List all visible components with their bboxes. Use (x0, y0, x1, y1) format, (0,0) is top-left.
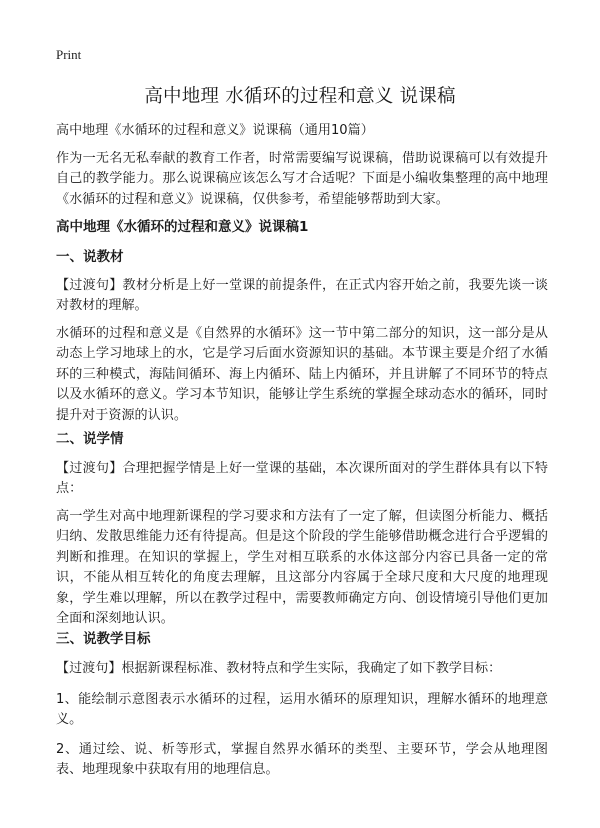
goal-item-2: 2、通过绘、说、析等形式，掌握自然界水循环的类型、主要环节，学会从地理图表、地理现象中获取有用的地理信息。 (56, 742, 548, 778)
section-heading: 高中地理《水循环的过程和意义》说课稿1 (56, 219, 309, 235)
print-label: Print (56, 47, 82, 62)
document-title: 高中地理 水循环的过程和意义 说课稿 (144, 86, 456, 107)
subheading-teaching-material: 一、说教材 (56, 249, 124, 265)
intro-paragraph: 作为一无名无私奉献的教育工作者，时常需要编写说课稿，借助说课稿可以有效提升自己的教学能力。那么说课稿应该怎么写才合适呢？下面是小编收集整理的高中地理《水循环的过程和意义》说课稿，仅供参考，希望能够帮助到大家。 (56, 151, 548, 207)
subheading-student-analysis: 二、说学情 (56, 431, 124, 447)
paragraph-student-analysis: 高一学生对高中地理新课程的学习要求和方法有了一定了解，但读图分析能力、概括归纳、发散思维能力还有待提高。但是这个阶段的学生能够借助概念进行合乎逻辑的判断和推理。在知识的掌握上，学生对相互联系的水体这部分内容已具备一定的常识，不能从相互转化的角度去理解，且这部分内容属于全球尺度和大尺度的地理现象，学生难以理解，所以在教学过程中，需要教师确定方向、创设情境引导他们更加全面和深刻地认识。 (56, 509, 548, 627)
paragraph-transition-2: 【过渡句】合理把握学情是上好一堂课的基础，本次课所面对的学生群体具有以下特点： (56, 461, 548, 497)
document-subtitle: 高中地理《水循环的过程和意义》说课稿（通用10篇） (56, 123, 374, 138)
paragraph-material-analysis: 水循环的过程和意义是《自然界的水循环》这一节中第二部分的知识，这一部分是从动态上学习地球上的水，它是学习后面水资源知识的基础。本节课主要是介绍了水循环的三种模式，海陆间循环、海上内循环、陆上内循环，并且讲解了不同环节的特点以及水循环的意义。学习本节知识，能够让学生系统的掌握全球动态水的循环，同时提升对于资源的认识。 (56, 326, 548, 423)
paragraph-transition-3: 【过渡句】根据新课程标准、教材特点和学生实际，我确定了如下教学目标： (56, 661, 502, 676)
subheading-teaching-goals: 三、说教学目标 (56, 631, 151, 647)
paragraph-transition-1: 【过渡句】教材分析是上好一堂课的前提条件，在正式内容开始之前，我要先谈一谈对教材的理解。 (56, 278, 548, 314)
goal-item-1: 1、能绘制示意图表示水循环的过程，运用水循环的原理知识，理解水循环的地理意义。 (56, 692, 548, 728)
